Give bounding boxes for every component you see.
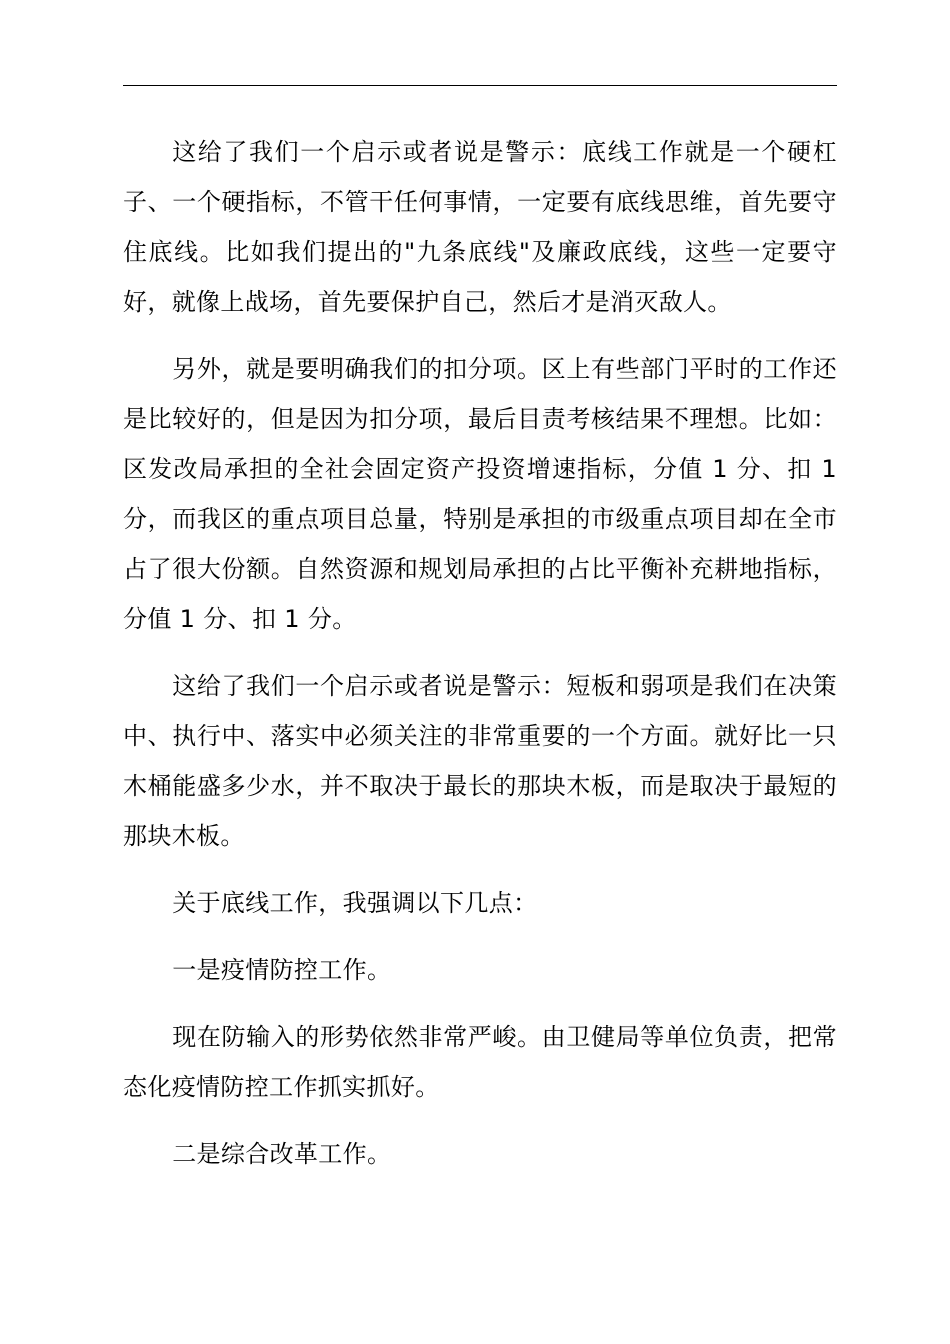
header-rule [123,85,837,86]
paragraph: 关于底线工作，我强调以下几点： [172,889,538,917]
paragraph: 这给了我们一个启示或者说是警示：底线工作就是一个硬杠子、一个硬指标，不管干任何事情，一定要有底线思维，首先要守住底线。比如我们提出的"九条底线"及廉政底线，这些一定要守好，就像上战场，首先要保护自己，然后才是消灭敌人。 [123,138,837,316]
paragraph: 二是综合改革工作。 [172,1140,392,1168]
document-body [123,127,837,1196]
paragraph: 现在防输入的形势依然非常严峻。由卫健局等单位负责，把常态化疫情防控工作抓实抓好。 [123,1023,837,1101]
paragraph: 这给了我们一个启示或者说是警示：短板和弱项是我们在决策中、执行中、落实中必须关注的非常重要的一个方面。就好比一只木桶能盛多少水，并不取决于最长的那块木板，而是取决于最短的那块木板。 [123,672,837,850]
paragraph: 另外，就是要明确我们的扣分项。区上有些部门平时的工作还是比较好的，但是因为扣分项，最后目责考核结果不理想。比如：区发改局承担的全社会固定资产投资增速指标，分值 1 分、扣 1 分，而我区的重点项目总量，特别是承担的市级重点项目却在全市占了很大份额。自然资源和规划局承担的占比平衡补充耕地指标，分值 1 分、扣 1 分。 [123,355,837,633]
paragraph: 一是疫情防控工作。 [172,956,392,984]
